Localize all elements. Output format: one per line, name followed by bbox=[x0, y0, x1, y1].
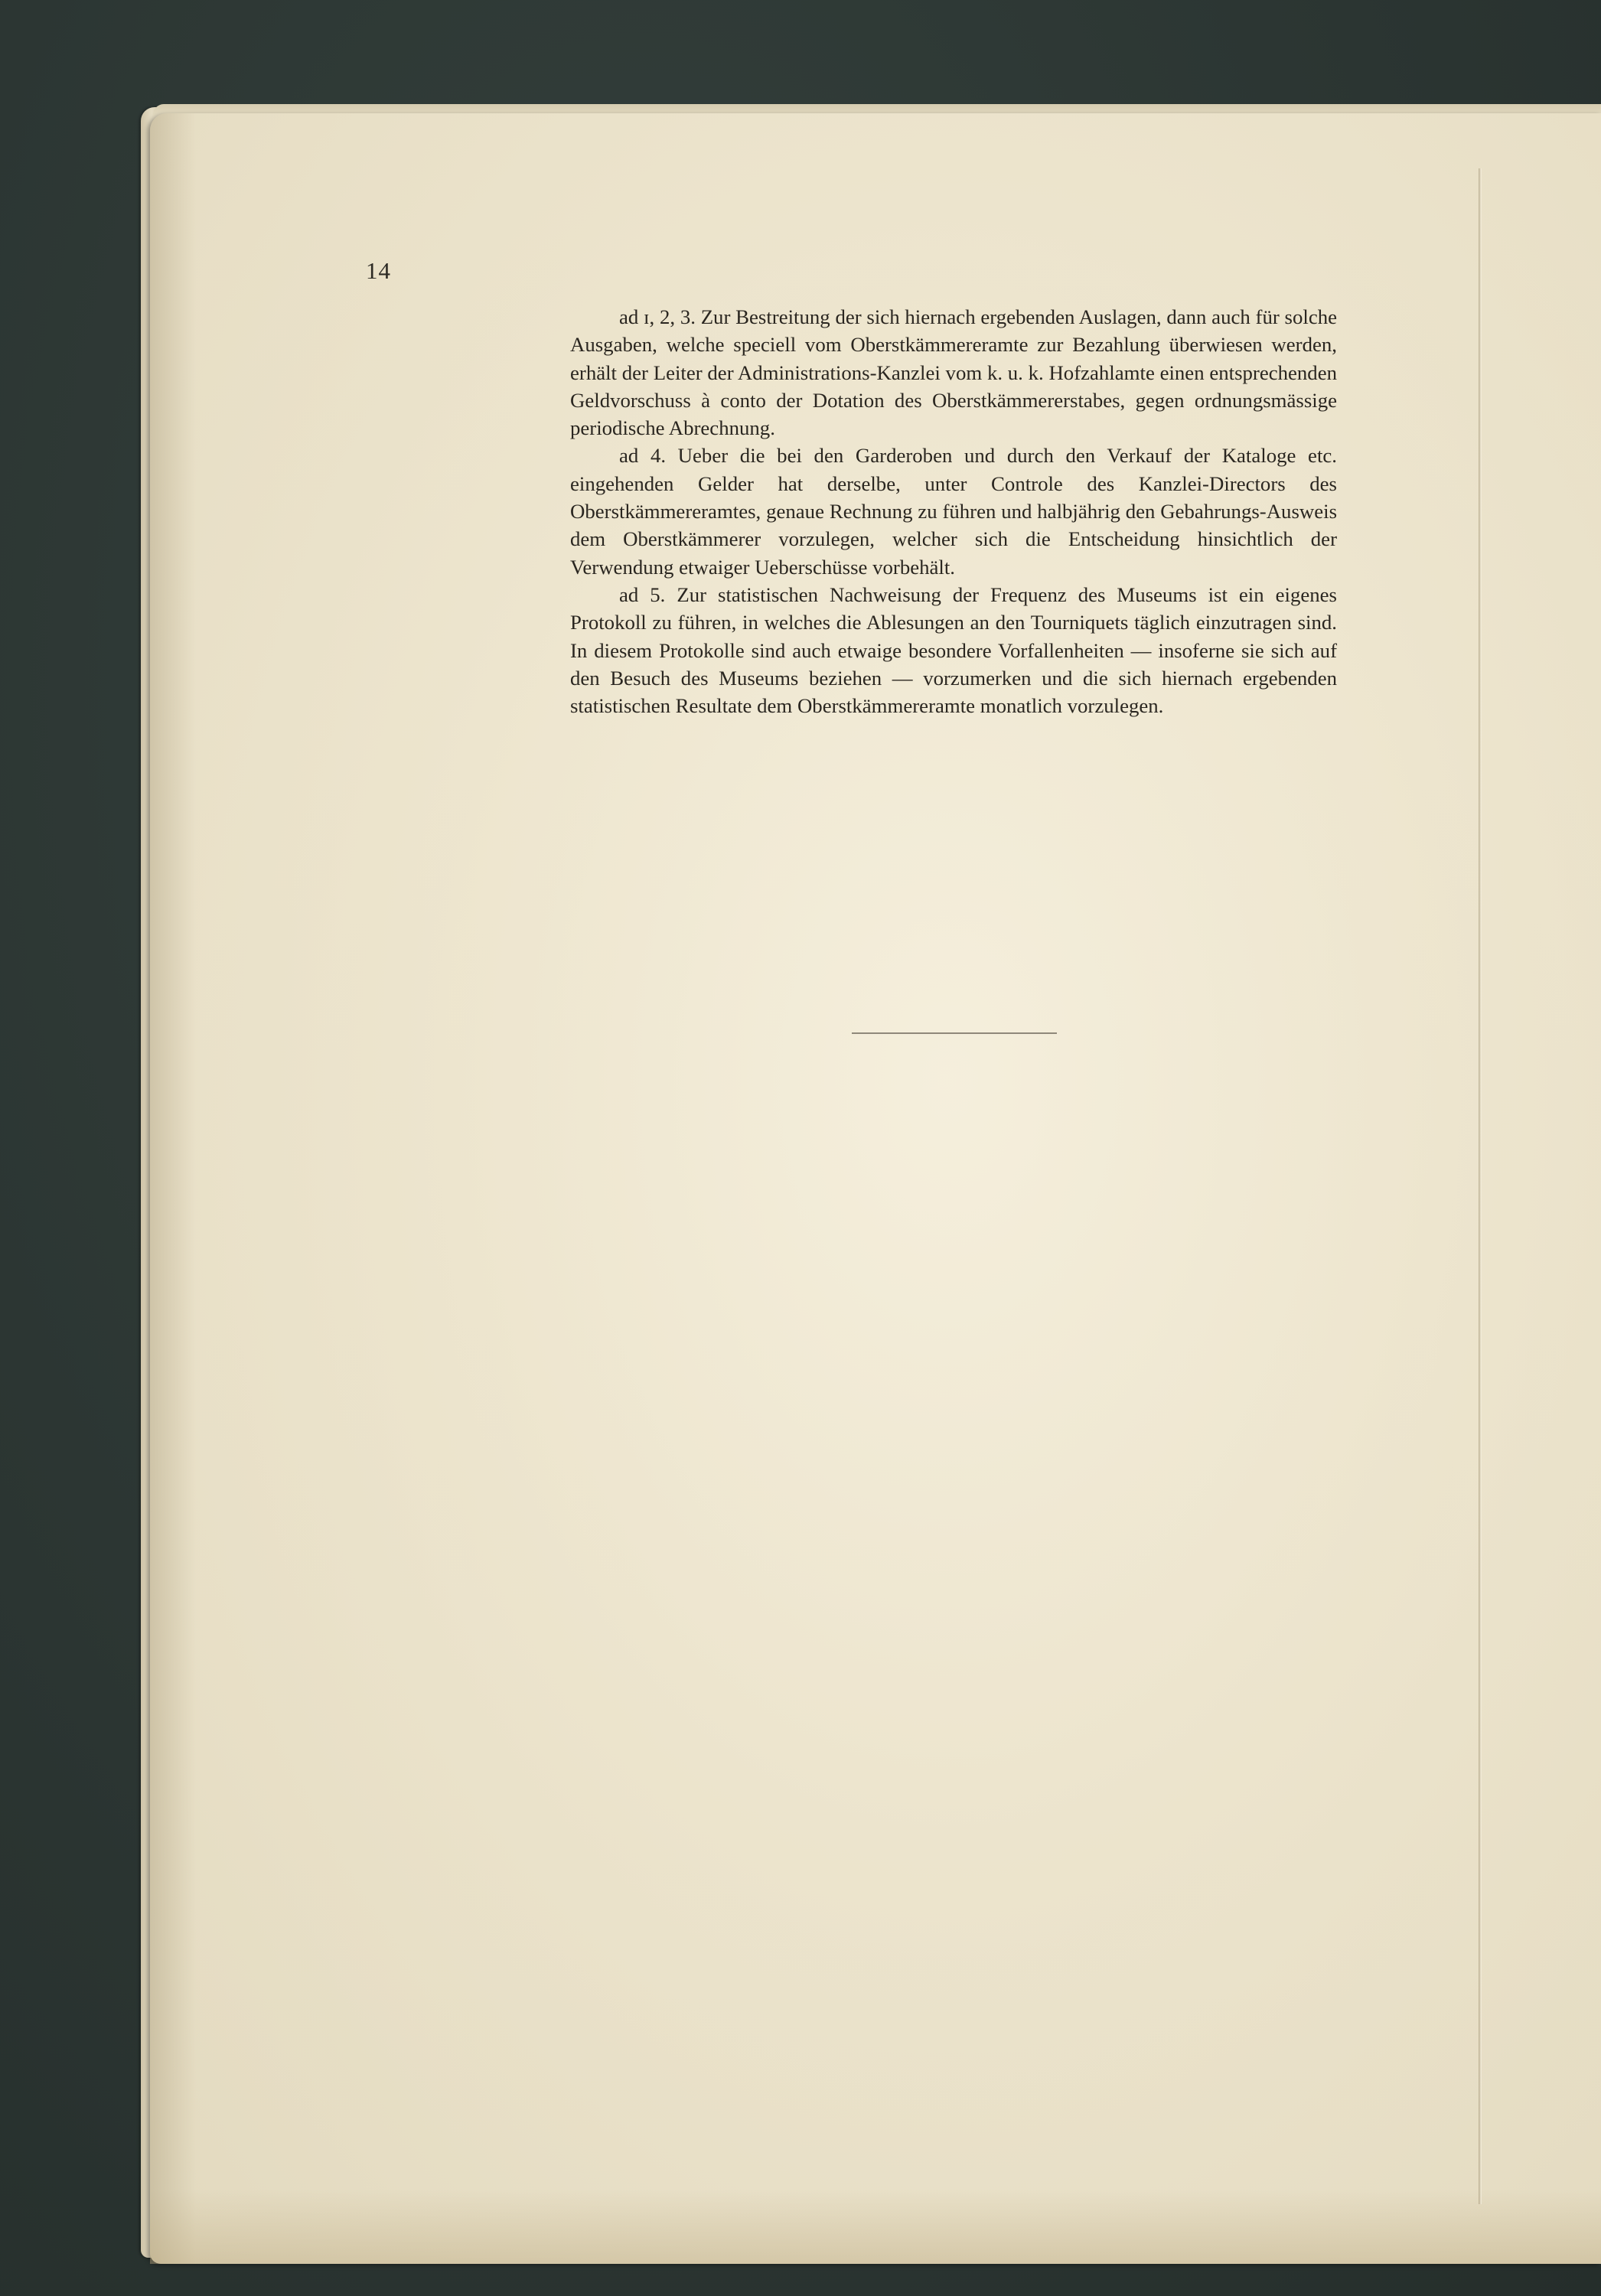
paragraph-ad-1-2-3: ad ɪ, 2, 3. Zur Bestreitung der sich hiernach ergebenden Auslagen, dann auch für solche Ausgaben, welche speciell vom Oberstkämmereramte zur Bezahlung überwiesen werden, erhält der Leiter der Administrations-Kanzlei vom k. u. k. Hofzahlamte einen entsprechenden Geldvorschuss à conto der Dotation des Oberstkämmererstabes, gegen ordnungsmässige periodische Abrechnung. bbox=[570, 305, 1337, 440]
page-number: 14 bbox=[366, 257, 391, 284]
section-divider-rule bbox=[852, 1032, 1057, 1034]
paragraph-ad-4: ad 4. Ueber die bei den Garderoben und durch den Verkauf der Kataloge etc. eingehenden Gelder hat derselbe, unter Controle des Kanzlei-Directors des Oberstkämmereramtes, genaue Rechnung zu führen und halbjährig den Gebahrungs-Ausweis dem Oberstkämmerer vorzulegen, welcher sich die Entscheidung hinsichtlich der Verwendung etwaiger Ueberschüsse vorbehält. bbox=[570, 444, 1337, 579]
paragraph-ad-5: ad 5. Zur statistischen Nachweisung der Frequenz des Museums ist ein eigenes Protokoll zu führen, in welches die Ablesungen an den Tourniquets täglich einzutragen sind. In diesem Protokolle sind auch etwaige besondere Vorfallenheiten — insoferne sie sich auf den Besuch des Museums beziehen — vorzumerken und die sich hiernach ergebenden statistischen Resultate dem Oberstkämmereramte monatlich vorzulegen. bbox=[570, 582, 1337, 718]
page-fold-crease bbox=[1479, 168, 1482, 2204]
body-text bbox=[570, 303, 1337, 719]
